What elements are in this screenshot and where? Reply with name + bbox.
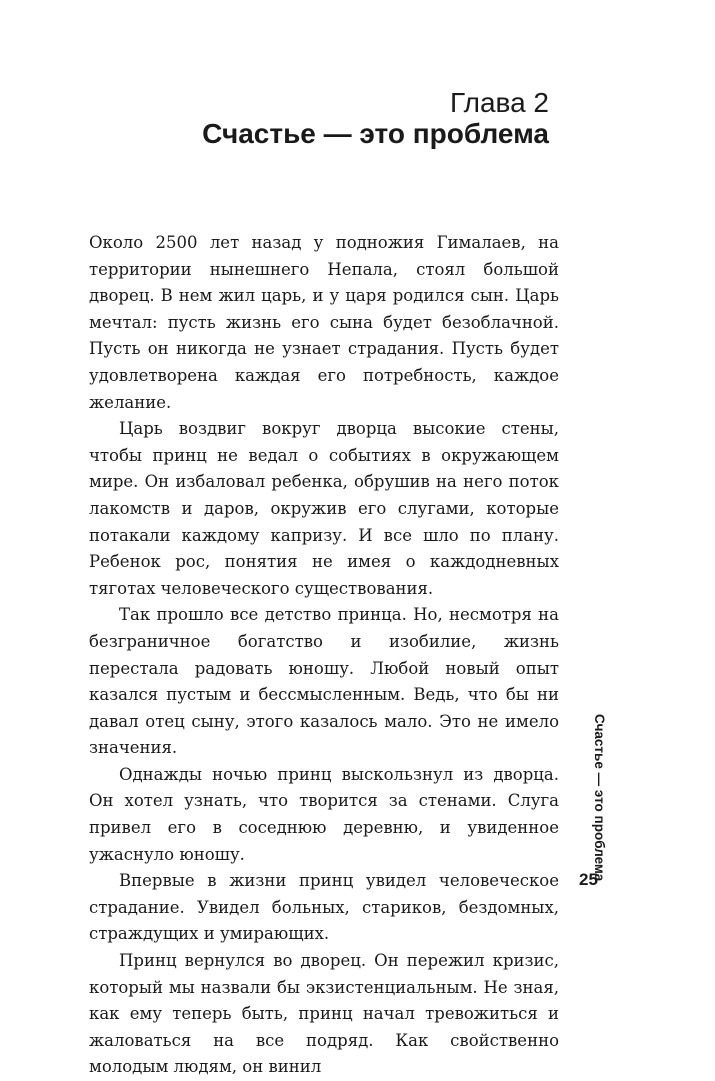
paragraph: Однажды ночью принц выскользнул из дворца. Он хотел узнать, что творится за стенами. Слуга привел его в соседнюю деревню, и увиденное ужаснуло юношу. (89, 764, 559, 864)
page-number: 25 (579, 870, 598, 889)
paragraph: Около 2500 лет назад у подножия Гималаев, на территории нынешнего Непала, стоял большой дворец. В нем жил царь, и у царя родился сын. Царь мечтал: пусть жизнь его сына будет безоблачной. Пусть он никогда не узнает страдания. Пусть будет удовлетворена каждая его потребность, каждое желание. (89, 233, 559, 412)
running-head: Счастье — это проблема (592, 714, 607, 882)
paragraph: Впервые в жизни принц увидел человеческое страдание. Увидел больных, стариков, бездомных, страждущих и умирающих. (89, 871, 559, 944)
chapter-title: Счастье — это проблема (202, 118, 549, 149)
paragraph: Царь воздвиг вокруг дворца высокие стены, чтобы принц не ведал о событиях в окружающем мире. Он избаловал ребенка, обрушив на него поток лакомств и даров, окружив его слугами, которые потакали каждому капризу. И все шло по плану. Ребенок рос, понятия не имея о каждодневных тяготах человеческого существования. (89, 419, 559, 598)
paragraph: Так прошло все детство принца. Но, несмотря на безграничное богатство и изобилие, жизнь перестала радовать юношу. Любой новый опыт казался пустым и бессмысленным. Ведь, что бы ни давал отец сыну, этого казалось мало. Это не имело значения. (89, 605, 559, 758)
chapter-label: Глава 2 (450, 87, 549, 118)
body-text (89, 230, 559, 1081)
paragraph: Принц вернулся во дворец. Он пережил кризис, который мы назвали бы экзистенциальным. Не зная, как ему теперь быть, принц начал тревожиться и жаловаться на все подряд. Как свойственно молодым людям, он винил (89, 951, 559, 1077)
